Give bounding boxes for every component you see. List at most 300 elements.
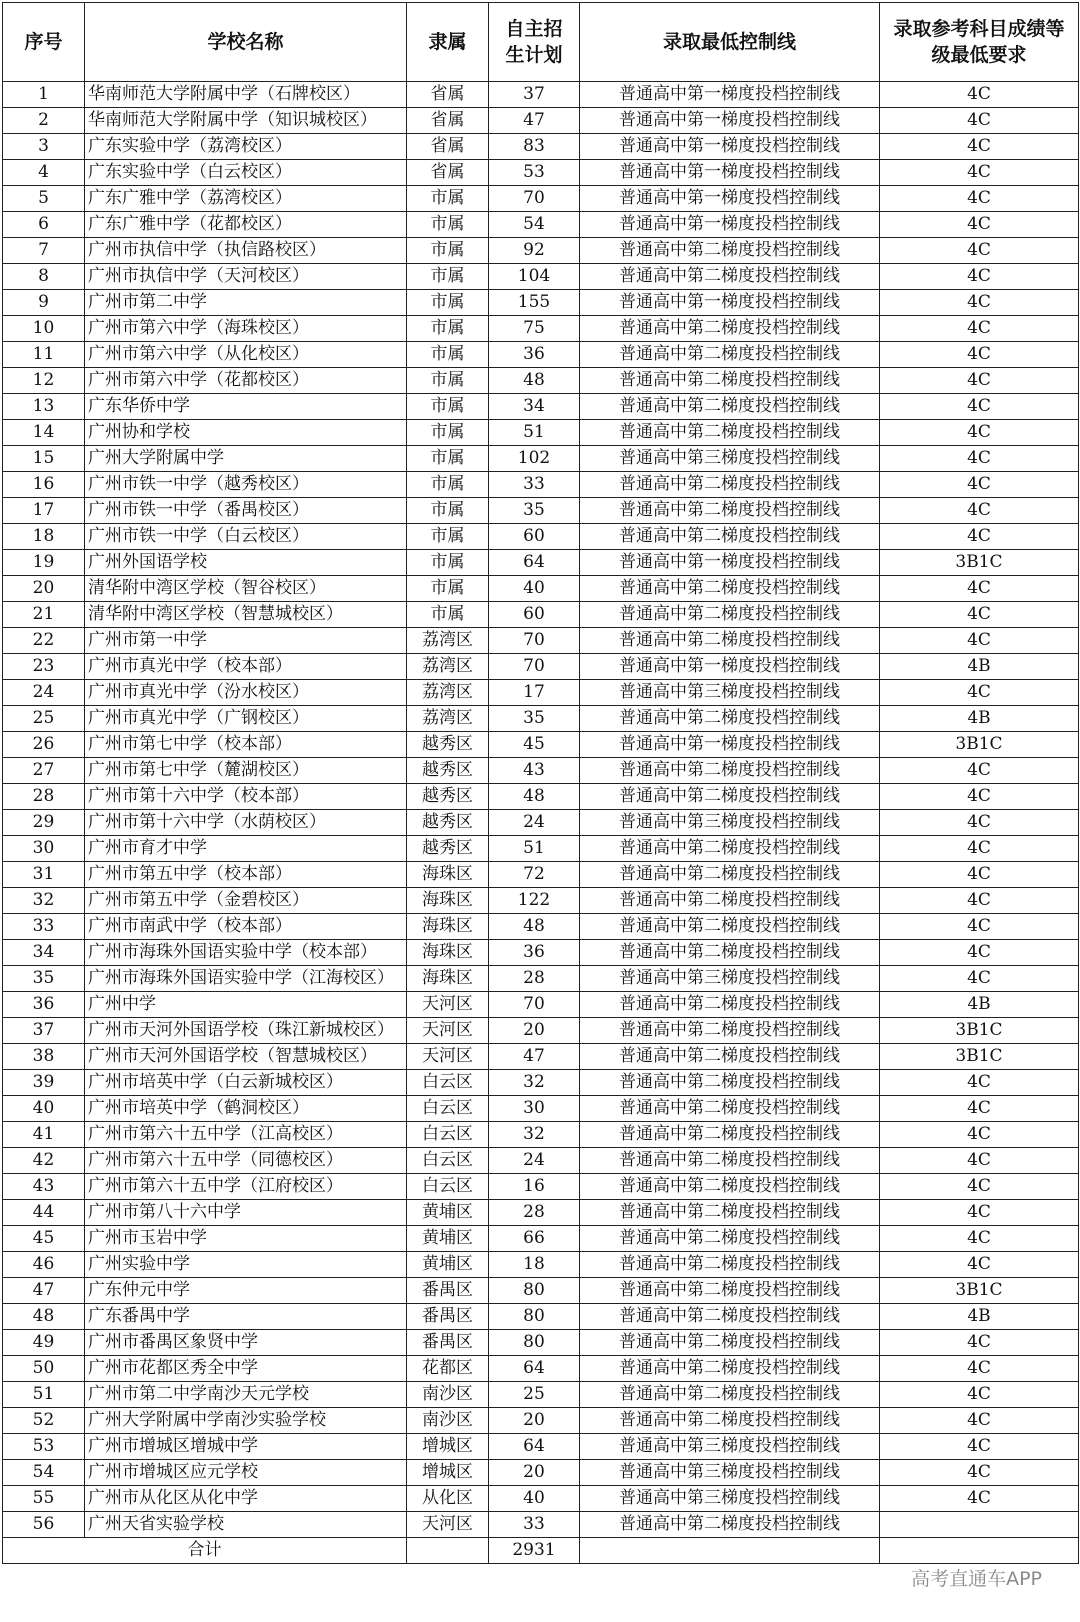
cell-control-line: 普通高中第二梯度投档控制线 xyxy=(580,1278,880,1304)
cell-affiliation: 越秀区 xyxy=(407,810,489,836)
cell-control-line: 普通高中第二梯度投档控制线 xyxy=(580,784,880,810)
cell-control-line: 普通高中第二梯度投档控制线 xyxy=(580,602,880,628)
cell-school: 广州市增城区增城中学 xyxy=(85,1434,407,1460)
cell-plan: 70 xyxy=(489,628,580,654)
cell-affiliation: 市属 xyxy=(407,524,489,550)
cell-school: 广东广雅中学（荔湾校区） xyxy=(85,186,407,212)
cell-affiliation: 市属 xyxy=(407,212,489,238)
cell-no: 25 xyxy=(3,706,85,732)
cell-affiliation: 市属 xyxy=(407,446,489,472)
cell-affiliation: 白云区 xyxy=(407,1070,489,1096)
cell-grade-req: 4B xyxy=(880,654,1079,680)
table-row xyxy=(3,602,1079,628)
cell-grade-req: 3B1C xyxy=(880,1278,1079,1304)
cell-affiliation: 荔湾区 xyxy=(407,706,489,732)
cell-affiliation: 荔湾区 xyxy=(407,680,489,706)
cell-no: 5 xyxy=(3,186,85,212)
header-school: 学校名称 xyxy=(85,3,407,82)
cell-plan: 80 xyxy=(489,1304,580,1330)
cell-no: 28 xyxy=(3,784,85,810)
cell-grade-req: 4C xyxy=(880,290,1079,316)
cell-no: 33 xyxy=(3,914,85,940)
cell-school: 广州市第六中学（花都校区） xyxy=(85,368,407,394)
table-row xyxy=(3,706,1079,732)
cell-plan: 155 xyxy=(489,290,580,316)
cell-control-line: 普通高中第二梯度投档控制线 xyxy=(580,1200,880,1226)
table-row xyxy=(3,342,1079,368)
table-row xyxy=(3,836,1079,862)
cell-control-line: 普通高中第二梯度投档控制线 xyxy=(580,1356,880,1382)
cell-no: 49 xyxy=(3,1330,85,1356)
cell-school: 广东华侨中学 xyxy=(85,394,407,420)
cell-plan: 35 xyxy=(489,498,580,524)
cell-grade-req: 4C xyxy=(880,1486,1079,1512)
cell-no: 43 xyxy=(3,1174,85,1200)
cell-plan: 24 xyxy=(489,1148,580,1174)
cell-grade-req: 4C xyxy=(880,238,1079,264)
table-row xyxy=(3,654,1079,680)
cell-no: 53 xyxy=(3,1434,85,1460)
table-row xyxy=(3,758,1079,784)
cell-no: 8 xyxy=(3,264,85,290)
cell-grade-req: 4C xyxy=(880,784,1079,810)
cell-school: 广州市铁一中学（越秀校区） xyxy=(85,472,407,498)
watermark-text: 高考直通车APP xyxy=(911,1568,1042,1590)
cell-plan: 75 xyxy=(489,316,580,342)
cell-plan: 20 xyxy=(489,1408,580,1434)
cell-grade-req: 4C xyxy=(880,1356,1079,1382)
cell-school: 广州中学 xyxy=(85,992,407,1018)
total-empty-control-line xyxy=(580,1538,880,1564)
cell-plan: 66 xyxy=(489,1226,580,1252)
cell-no: 47 xyxy=(3,1278,85,1304)
cell-plan: 25 xyxy=(489,1382,580,1408)
table-row xyxy=(3,1044,1079,1070)
cell-grade-req: 4B xyxy=(880,1304,1079,1330)
cell-grade-req: 4C xyxy=(880,1408,1079,1434)
total-row xyxy=(3,1538,1079,1564)
table-row xyxy=(3,108,1079,134)
cell-school: 广东仲元中学 xyxy=(85,1278,407,1304)
table-row xyxy=(3,1070,1079,1096)
cell-affiliation: 番禺区 xyxy=(407,1330,489,1356)
table-row xyxy=(3,498,1079,524)
cell-school: 华南师范大学附属中学（石牌校区） xyxy=(85,82,407,108)
table-row xyxy=(3,394,1079,420)
cell-grade-req: 4C xyxy=(880,758,1079,784)
cell-school: 广州市培英中学（鹤洞校区） xyxy=(85,1096,407,1122)
cell-plan: 34 xyxy=(489,394,580,420)
cell-control-line: 普通高中第二梯度投档控制线 xyxy=(580,1096,880,1122)
cell-control-line: 普通高中第二梯度投档控制线 xyxy=(580,1382,880,1408)
cell-affiliation: 市属 xyxy=(407,394,489,420)
cell-control-line: 普通高中第三梯度投档控制线 xyxy=(580,1434,880,1460)
cell-grade-req: 4C xyxy=(880,1330,1079,1356)
cell-no: 52 xyxy=(3,1408,85,1434)
cell-school: 广东广雅中学（花都校区） xyxy=(85,212,407,238)
table-row xyxy=(3,914,1079,940)
table-row xyxy=(3,732,1079,758)
cell-plan: 40 xyxy=(489,576,580,602)
cell-affiliation: 黄埔区 xyxy=(407,1200,489,1226)
cell-grade-req: 4C xyxy=(880,1096,1079,1122)
cell-affiliation: 市属 xyxy=(407,472,489,498)
cell-no: 32 xyxy=(3,888,85,914)
cell-grade-req: 4C xyxy=(880,576,1079,602)
cell-no: 3 xyxy=(3,134,85,160)
table-row xyxy=(3,966,1079,992)
cell-school: 广州市第十六中学（校本部） xyxy=(85,784,407,810)
cell-school: 广州天省实验学校 xyxy=(85,1512,407,1538)
cell-grade-req: 4C xyxy=(880,524,1079,550)
cell-control-line: 普通高中第二梯度投档控制线 xyxy=(580,1070,880,1096)
cell-plan: 33 xyxy=(489,1512,580,1538)
cell-plan: 47 xyxy=(489,1044,580,1070)
cell-control-line: 普通高中第三梯度投档控制线 xyxy=(580,1486,880,1512)
cell-grade-req: 4C xyxy=(880,472,1079,498)
cell-control-line: 普通高中第一梯度投档控制线 xyxy=(580,732,880,758)
cell-control-line: 普通高中第二梯度投档控制线 xyxy=(580,576,880,602)
cell-grade-req: 4C xyxy=(880,1460,1079,1486)
cell-control-line: 普通高中第二梯度投档控制线 xyxy=(580,706,880,732)
cell-control-line: 普通高中第二梯度投档控制线 xyxy=(580,1018,880,1044)
cell-grade-req: 4C xyxy=(880,888,1079,914)
cell-control-line: 普通高中第三梯度投档控制线 xyxy=(580,680,880,706)
table-row xyxy=(3,472,1079,498)
cell-affiliation: 越秀区 xyxy=(407,784,489,810)
table-row xyxy=(3,1252,1079,1278)
cell-affiliation: 花都区 xyxy=(407,1356,489,1382)
cell-control-line: 普通高中第二梯度投档控制线 xyxy=(580,914,880,940)
cell-control-line: 普通高中第二梯度投档控制线 xyxy=(580,1174,880,1200)
cell-no: 22 xyxy=(3,628,85,654)
cell-school: 广州市真光中学（汾水校区） xyxy=(85,680,407,706)
cell-school: 广州市第五中学（金碧校区） xyxy=(85,888,407,914)
table-row xyxy=(3,446,1079,472)
cell-school: 华南师范大学附属中学（知识城校区） xyxy=(85,108,407,134)
cell-plan: 104 xyxy=(489,264,580,290)
cell-school: 广州实验中学 xyxy=(85,1252,407,1278)
table-row xyxy=(3,238,1079,264)
table-row xyxy=(3,1486,1079,1512)
cell-no: 26 xyxy=(3,732,85,758)
cell-affiliation: 市属 xyxy=(407,264,489,290)
cell-school: 广州市番禺区象贤中学 xyxy=(85,1330,407,1356)
cell-school: 广州市第七中学（麓湖校区） xyxy=(85,758,407,784)
cell-control-line: 普通高中第二梯度投档控制线 xyxy=(580,1304,880,1330)
cell-control-line: 普通高中第二梯度投档控制线 xyxy=(580,472,880,498)
cell-no: 21 xyxy=(3,602,85,628)
cell-grade-req: 4C xyxy=(880,342,1079,368)
cell-control-line: 普通高中第一梯度投档控制线 xyxy=(580,212,880,238)
cell-control-line: 普通高中第二梯度投档控制线 xyxy=(580,368,880,394)
cell-control-line: 普通高中第二梯度投档控制线 xyxy=(580,862,880,888)
cell-plan: 64 xyxy=(489,550,580,576)
cell-plan: 122 xyxy=(489,888,580,914)
cell-grade-req: 4C xyxy=(880,602,1079,628)
cell-no: 31 xyxy=(3,862,85,888)
cell-no: 20 xyxy=(3,576,85,602)
cell-school: 广州市南武中学（校本部） xyxy=(85,914,407,940)
cell-no: 39 xyxy=(3,1070,85,1096)
cell-no: 13 xyxy=(3,394,85,420)
cell-plan: 51 xyxy=(489,836,580,862)
table-row xyxy=(3,1512,1079,1538)
cell-grade-req xyxy=(880,1512,1079,1538)
table-row xyxy=(3,420,1079,446)
cell-grade-req: 4C xyxy=(880,1174,1079,1200)
cell-no: 29 xyxy=(3,810,85,836)
cell-no: 44 xyxy=(3,1200,85,1226)
cell-school: 广州市第八十六中学 xyxy=(85,1200,407,1226)
table-row xyxy=(3,1122,1079,1148)
cell-affiliation: 越秀区 xyxy=(407,758,489,784)
cell-plan: 37 xyxy=(489,82,580,108)
cell-affiliation: 番禺区 xyxy=(407,1304,489,1330)
cell-control-line: 普通高中第二梯度投档控制线 xyxy=(580,1512,880,1538)
cell-plan: 18 xyxy=(489,1252,580,1278)
cell-affiliation: 海珠区 xyxy=(407,862,489,888)
cell-affiliation: 越秀区 xyxy=(407,836,489,862)
cell-grade-req: 4C xyxy=(880,82,1079,108)
cell-grade-req: 4C xyxy=(880,368,1079,394)
cell-affiliation: 黄埔区 xyxy=(407,1252,489,1278)
table-row xyxy=(3,1460,1079,1486)
cell-no: 24 xyxy=(3,680,85,706)
table-row xyxy=(3,524,1079,550)
table-row xyxy=(3,862,1079,888)
table-row xyxy=(3,1018,1079,1044)
table-row xyxy=(3,940,1079,966)
cell-grade-req: 4C xyxy=(880,966,1079,992)
cell-grade-req: 4C xyxy=(880,1252,1079,1278)
cell-plan: 48 xyxy=(489,784,580,810)
cell-no: 46 xyxy=(3,1252,85,1278)
cell-affiliation: 省属 xyxy=(407,134,489,160)
header-plan: 自主招生计划 xyxy=(489,3,580,82)
cell-plan: 48 xyxy=(489,368,580,394)
cell-affiliation: 番禺区 xyxy=(407,1278,489,1304)
cell-control-line: 普通高中第二梯度投档控制线 xyxy=(580,940,880,966)
cell-school: 广州市从化区从化中学 xyxy=(85,1486,407,1512)
cell-plan: 48 xyxy=(489,914,580,940)
cell-grade-req: 4C xyxy=(880,186,1079,212)
cell-plan: 32 xyxy=(489,1070,580,1096)
cell-school: 广州市培英中学（白云新城校区） xyxy=(85,1070,407,1096)
cell-control-line: 普通高中第二梯度投档控制线 xyxy=(580,1330,880,1356)
cell-plan: 70 xyxy=(489,654,580,680)
cell-affiliation: 从化区 xyxy=(407,1486,489,1512)
cell-school: 广州协和学校 xyxy=(85,420,407,446)
cell-no: 30 xyxy=(3,836,85,862)
table-footer xyxy=(3,1538,1079,1564)
cell-control-line: 普通高中第一梯度投档控制线 xyxy=(580,134,880,160)
cell-school: 广州市第六十五中学（江高校区） xyxy=(85,1122,407,1148)
cell-plan: 20 xyxy=(489,1460,580,1486)
cell-control-line: 普通高中第三梯度投档控制线 xyxy=(580,810,880,836)
cell-grade-req: 3B1C xyxy=(880,1044,1079,1070)
cell-school: 广州市第一中学 xyxy=(85,628,407,654)
cell-no: 18 xyxy=(3,524,85,550)
cell-affiliation: 白云区 xyxy=(407,1174,489,1200)
cell-plan: 70 xyxy=(489,186,580,212)
cell-affiliation: 荔湾区 xyxy=(407,654,489,680)
cell-affiliation: 黄埔区 xyxy=(407,1226,489,1252)
cell-school: 广州市真光中学（校本部） xyxy=(85,654,407,680)
cell-control-line: 普通高中第一梯度投档控制线 xyxy=(580,290,880,316)
cell-plan: 102 xyxy=(489,446,580,472)
cell-affiliation: 增城区 xyxy=(407,1434,489,1460)
cell-plan: 33 xyxy=(489,472,580,498)
cell-school: 广州市育才中学 xyxy=(85,836,407,862)
cell-plan: 70 xyxy=(489,992,580,1018)
cell-no: 54 xyxy=(3,1460,85,1486)
table-row xyxy=(3,160,1079,186)
cell-control-line: 普通高中第二梯度投档控制线 xyxy=(580,264,880,290)
cell-no: 55 xyxy=(3,1486,85,1512)
cell-no: 34 xyxy=(3,940,85,966)
table-row xyxy=(3,784,1079,810)
cell-grade-req: 4C xyxy=(880,1200,1079,1226)
table-body xyxy=(3,82,1079,1538)
cell-control-line: 普通高中第二梯度投档控制线 xyxy=(580,1148,880,1174)
total-empty-grade-req xyxy=(880,1538,1079,1564)
table-row xyxy=(3,1174,1079,1200)
cell-plan: 40 xyxy=(489,1486,580,1512)
cell-affiliation: 市属 xyxy=(407,290,489,316)
cell-control-line: 普通高中第二梯度投档控制线 xyxy=(580,316,880,342)
cell-grade-req: 4C xyxy=(880,446,1079,472)
cell-school: 广州大学附属中学 xyxy=(85,446,407,472)
table-row xyxy=(3,368,1079,394)
cell-school: 广州市天河外国语学校（珠江新城校区） xyxy=(85,1018,407,1044)
cell-school: 广州市花都区秀全中学 xyxy=(85,1356,407,1382)
cell-grade-req: 4C xyxy=(880,628,1079,654)
table-row xyxy=(3,992,1079,1018)
cell-plan: 17 xyxy=(489,680,580,706)
cell-no: 37 xyxy=(3,1018,85,1044)
cell-school: 清华附中湾区学校（智谷校区） xyxy=(85,576,407,602)
cell-grade-req: 4C xyxy=(880,498,1079,524)
cell-grade-req: 4C xyxy=(880,212,1079,238)
cell-grade-req: 4C xyxy=(880,134,1079,160)
table-row xyxy=(3,1226,1079,1252)
cell-school: 广州市玉岩中学 xyxy=(85,1226,407,1252)
table-row xyxy=(3,1278,1079,1304)
table-row xyxy=(3,1356,1079,1382)
cell-control-line: 普通高中第三梯度投档控制线 xyxy=(580,446,880,472)
cell-grade-req: 4C xyxy=(880,394,1079,420)
cell-no: 19 xyxy=(3,550,85,576)
cell-grade-req: 4C xyxy=(880,264,1079,290)
cell-plan: 30 xyxy=(489,1096,580,1122)
cell-school: 广州市执信中学（天河校区） xyxy=(85,264,407,290)
cell-control-line: 普通高中第二梯度投档控制线 xyxy=(580,420,880,446)
cell-grade-req: 4C xyxy=(880,914,1079,940)
table-row xyxy=(3,212,1079,238)
admission-table xyxy=(2,2,1079,1564)
cell-school: 广州外国语学校 xyxy=(85,550,407,576)
cell-plan: 32 xyxy=(489,1122,580,1148)
cell-plan: 64 xyxy=(489,1356,580,1382)
cell-no: 14 xyxy=(3,420,85,446)
table-row xyxy=(3,290,1079,316)
cell-control-line: 普通高中第一梯度投档控制线 xyxy=(580,550,880,576)
total-empty-affiliation xyxy=(407,1538,489,1564)
cell-control-line: 普通高中第二梯度投档控制线 xyxy=(580,1252,880,1278)
cell-school: 广州市铁一中学（白云校区） xyxy=(85,524,407,550)
cell-grade-req: 4C xyxy=(880,1434,1079,1460)
cell-no: 42 xyxy=(3,1148,85,1174)
cell-affiliation: 省属 xyxy=(407,108,489,134)
table-row xyxy=(3,628,1079,654)
cell-no: 2 xyxy=(3,108,85,134)
cell-control-line: 普通高中第二梯度投档控制线 xyxy=(580,836,880,862)
cell-school: 广州市第二中学南沙天元学校 xyxy=(85,1382,407,1408)
table-row xyxy=(3,1200,1079,1226)
header-affiliation: 隶属 xyxy=(407,3,489,82)
cell-control-line: 普通高中第二梯度投档控制线 xyxy=(580,342,880,368)
table-row xyxy=(3,1434,1079,1460)
cell-affiliation: 天河区 xyxy=(407,992,489,1018)
cell-plan: 72 xyxy=(489,862,580,888)
cell-no: 51 xyxy=(3,1382,85,1408)
cell-school: 广州市海珠外国语实验中学（校本部） xyxy=(85,940,407,966)
cell-school: 广州市第七中学（校本部） xyxy=(85,732,407,758)
cell-affiliation: 荔湾区 xyxy=(407,628,489,654)
cell-no: 15 xyxy=(3,446,85,472)
cell-school: 清华附中湾区学校（智慧城校区） xyxy=(85,602,407,628)
cell-no: 16 xyxy=(3,472,85,498)
cell-control-line: 普通高中第二梯度投档控制线 xyxy=(580,238,880,264)
cell-grade-req: 4C xyxy=(880,108,1079,134)
cell-control-line: 普通高中第二梯度投档控制线 xyxy=(580,1044,880,1070)
cell-control-line: 普通高中第三梯度投档控制线 xyxy=(580,966,880,992)
cell-plan: 60 xyxy=(489,524,580,550)
cell-grade-req: 4C xyxy=(880,160,1079,186)
cell-control-line: 普通高中第二梯度投档控制线 xyxy=(580,888,880,914)
cell-no: 6 xyxy=(3,212,85,238)
cell-plan: 47 xyxy=(489,108,580,134)
cell-plan: 64 xyxy=(489,1434,580,1460)
table-row xyxy=(3,810,1079,836)
cell-school: 广州市第六中学（海珠校区） xyxy=(85,316,407,342)
table-row xyxy=(3,1304,1079,1330)
cell-affiliation: 海珠区 xyxy=(407,888,489,914)
cell-grade-req: 4C xyxy=(880,316,1079,342)
cell-grade-req: 4C xyxy=(880,680,1079,706)
cell-no: 38 xyxy=(3,1044,85,1070)
cell-control-line: 普通高中第二梯度投档控制线 xyxy=(580,628,880,654)
cell-no: 45 xyxy=(3,1226,85,1252)
cell-affiliation: 市属 xyxy=(407,342,489,368)
cell-control-line: 普通高中第二梯度投档控制线 xyxy=(580,394,880,420)
cell-grade-req: 3B1C xyxy=(880,550,1079,576)
cell-control-line: 普通高中第三梯度投档控制线 xyxy=(580,1460,880,1486)
cell-plan: 43 xyxy=(489,758,580,784)
cell-grade-req: 4C xyxy=(880,1226,1079,1252)
cell-affiliation: 市属 xyxy=(407,238,489,264)
cell-no: 40 xyxy=(3,1096,85,1122)
cell-control-line: 普通高中第二梯度投档控制线 xyxy=(580,992,880,1018)
cell-grade-req: 4C xyxy=(880,862,1079,888)
cell-school: 广州大学附属中学南沙实验学校 xyxy=(85,1408,407,1434)
cell-no: 35 xyxy=(3,966,85,992)
cell-plan: 36 xyxy=(489,940,580,966)
cell-grade-req: 4C xyxy=(880,1122,1079,1148)
header-control-line: 录取最低控制线 xyxy=(580,3,880,82)
cell-plan: 36 xyxy=(489,342,580,368)
